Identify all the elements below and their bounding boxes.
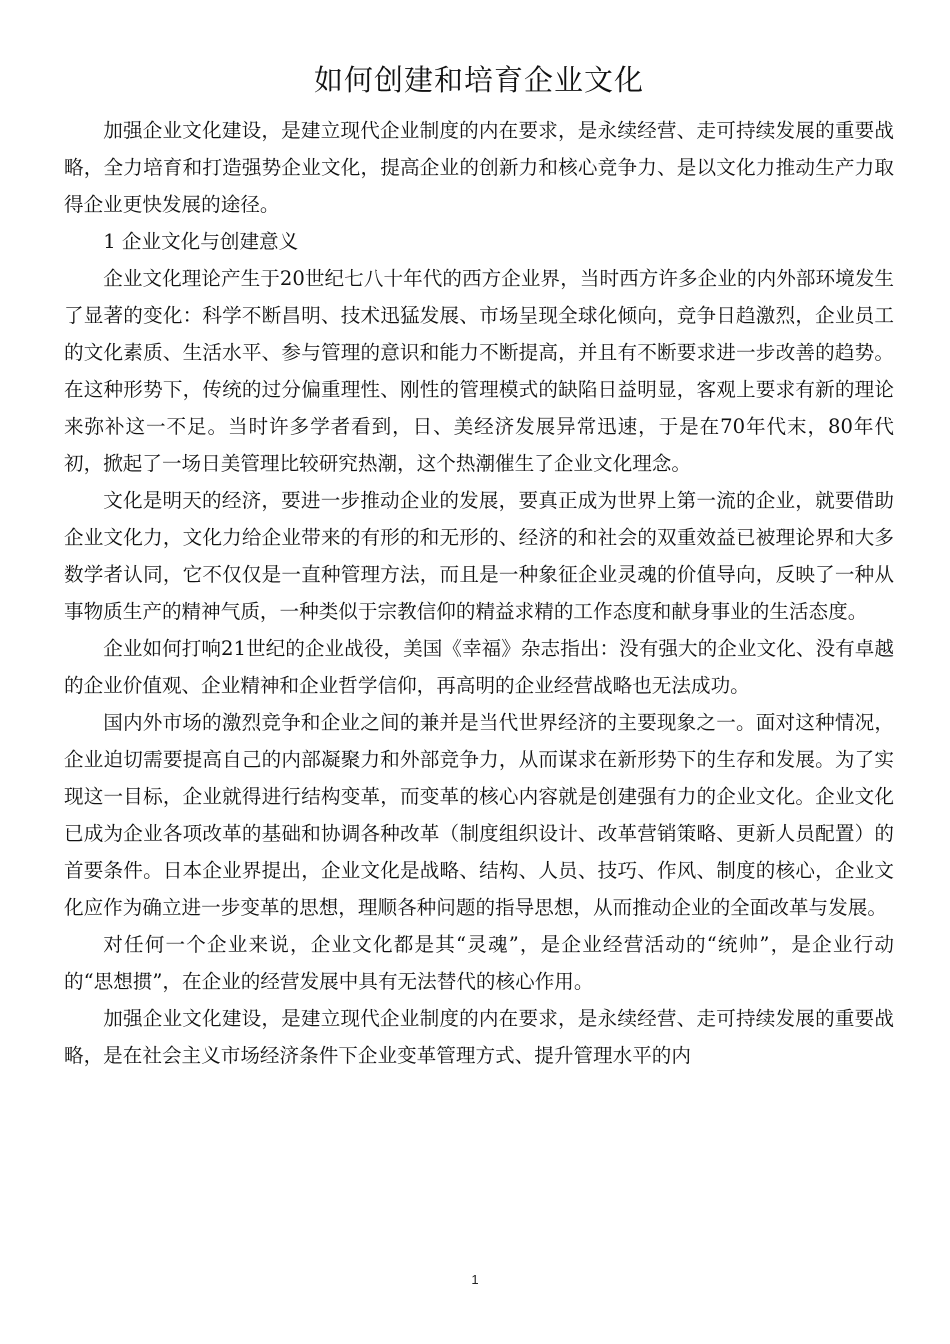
- paragraph-culture-economy: 文化是明天的经济，要进一步推动企业的发展，要真正成为世界上第一流的企业，就要借助企业文化力，文化力给企业带来的有形的和无形的、经济的和社会的双重效益已被理论界和大多数学者认同，它不仅仅是一直种管理方法，而且是一种象征企业灵魂的价值导向，反映了一种从事物质生产的精神气质，一种类似于宗教信仰的精益求精的工作态度和献身事业的生活态度。: [64, 489, 894, 623]
- document-title: 如何创建和培育企业文化: [313, 63, 644, 97]
- paragraph-intro: 加强企业文化建设，是建立现代企业制度的内在要求，是永续经营、走可持续发展的重要战略，全力培育和打造强势企业文化，提高企业的创新力和核心竞争力、是以文化力推动生产力取得企业更快发展的途径。: [64, 119, 894, 216]
- paragraph-strengthen: 加强企业文化建设，是建立现代企业制度的内在要求，是永续经营、走可持续发展的重要战略，是在社会主义市场经济条件下企业变革管理方式、提升管理水平的内: [64, 1007, 894, 1067]
- page-number: 1: [471, 1272, 479, 1287]
- document-page: [64, 58, 894, 1074]
- paragraph-market-competition: 国内外市场的激烈竞争和企业之间的兼并是当代世界经济的主要现象之一。面对这种情况，企业迫切需要提高自己的内部凝聚力和外部竞争力，从而谋求在新形势下的生存和发展。为了实现这一目标，企业就得进行结构变革，而变革的核心内容就是创建强有力的企业文化。企业文化已成为企业各项改革的基础和协调各种改革（制度组织设计、改革营销策略、更新人员配置）的首要条件。日本企业界提出，企业文化是战略、结构、人员、技巧、作风、制度的核心，企业文化应作为确立进一步变革的思想，理顺各种问题的指导思想，从而推动企业的全面改革与发展。: [64, 711, 894, 919]
- paragraph-origin: 企业文化理论产生于20世纪七八十年代的西方企业界，当时西方许多企业的内外部环境发生了显著的变化：科学不断昌明、技术迅猛发展、市场呈现全球化倾向，竞争日趋激烈，企业员工的文化素质、生活水平、参与管理的意识和能力不断提高，并且有不断要求进一步改善的趋势。在这种形势下，传统的过分偏重理性、刚性的管理模式的缺陷日益明显，客观上要求有新的理论来弥补这一不足。当时许多学者看到，日、美经济发展异常迅速，于是在70年代末，80年代初，掀起了一场日美管理比较研究热潮，这个热潮催生了企业文化理念。: [64, 267, 894, 475]
- paragraph-soul: 对任何一个企业来说，企业文化都是其“灵魂”，是企业经营活动的“统帅”，是企业行动的“思想掼”，在企业的经营发展中具有无法替代的核心作用。: [64, 933, 894, 993]
- paragraph-fortune: 企业如何打响21世纪的企业战役，美国《幸福》杂志指出：没有强大的企业文化、没有卓越的企业价值观、企业精神和企业哲学信仰，再高明的企业经营战略也无法成功。: [64, 637, 894, 697]
- section-heading-1: 1 企业文化与创建意义: [103, 230, 299, 253]
